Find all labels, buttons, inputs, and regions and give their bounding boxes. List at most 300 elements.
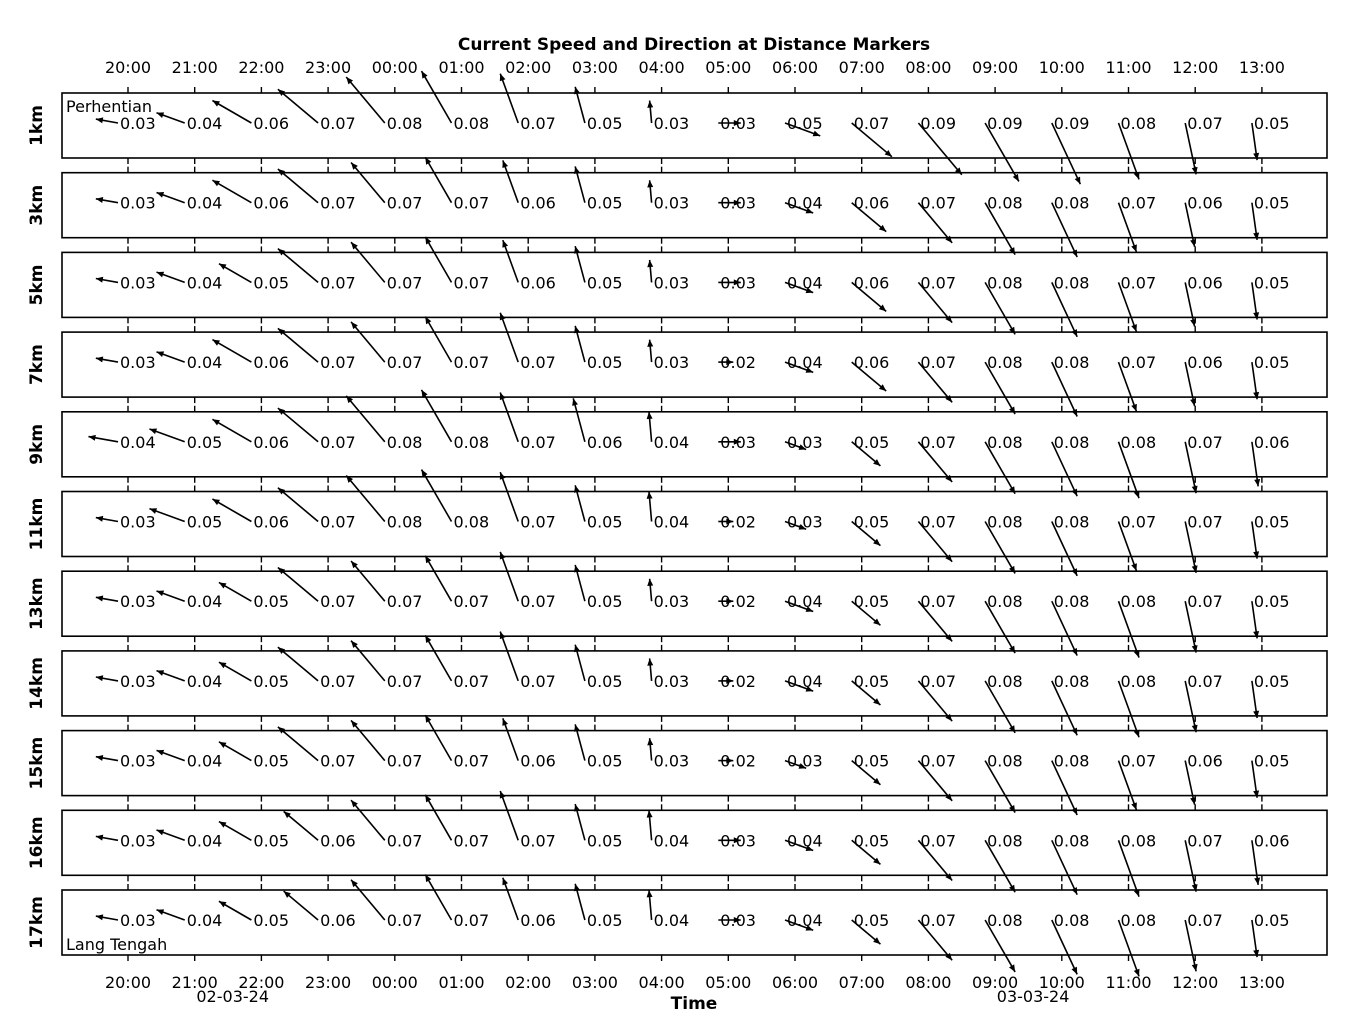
top-tick-label: 05:00 <box>705 58 752 77</box>
speed-label: 0.06 <box>1253 432 1290 452</box>
current-arrow <box>500 313 518 362</box>
bottom-tick-label: 05:00 <box>705 973 752 992</box>
current-arrow <box>219 822 251 841</box>
speed-label: 0.03 <box>787 512 823 532</box>
speed-label: 0.08 <box>987 671 1023 691</box>
bottom-tick-label: 08:00 <box>905 973 952 992</box>
row-label: 14km <box>27 657 47 710</box>
speed-label: 0.08 <box>453 114 490 133</box>
speed-label: 0.07 <box>320 273 356 293</box>
speed-label: 0.04 <box>653 512 690 532</box>
speed-label: 0.07 <box>1187 114 1223 133</box>
speed-label: 0.05 <box>1253 911 1290 930</box>
row-13km <box>27 552 1327 658</box>
top-tick-label: 03:00 <box>571 58 618 77</box>
bottom-tick-label: 20:00 <box>104 973 152 992</box>
current-arrow <box>351 800 385 840</box>
speed-label: 0.07 <box>453 273 490 293</box>
speed-label: 0.07 <box>1187 592 1223 612</box>
speed-label: 0.05 <box>253 273 290 293</box>
bottom-time-axis <box>105 973 1285 992</box>
speed-label: 0.08 <box>386 432 423 452</box>
speed-label: 0.03 <box>120 193 156 213</box>
speed-label: 0.02 <box>720 592 756 612</box>
current-arrow <box>500 552 518 601</box>
speed-label: 0.08 <box>987 432 1023 452</box>
speed-label: 0.08 <box>987 911 1023 930</box>
current-arrow <box>351 880 385 920</box>
speed-label: 0.04 <box>787 831 823 851</box>
speed-label: 0.07 <box>320 432 356 452</box>
row-label: 7km <box>27 344 47 386</box>
current-arrow <box>647 101 653 123</box>
speed-label: 0.08 <box>453 432 490 452</box>
speed-label: 0.09 <box>920 114 957 133</box>
speed-label: 0.05 <box>586 911 623 930</box>
speed-label: 0.06 <box>520 751 556 771</box>
speed-label: 0.05 <box>1253 592 1290 612</box>
speed-label: 0.05 <box>253 671 290 691</box>
current-arrow <box>96 356 118 362</box>
speed-label: 0.03 <box>720 831 756 851</box>
current-arrow <box>96 516 118 522</box>
current-arrow <box>500 74 518 123</box>
speed-label: 0.06 <box>1187 353 1223 373</box>
row-label: 17km <box>27 896 47 949</box>
speed-label: 0.08 <box>1053 512 1090 532</box>
speed-label: 0.07 <box>920 193 957 213</box>
speed-label: 0.05 <box>1253 114 1290 133</box>
speed-label: 0.07 <box>520 114 556 133</box>
speed-label: 0.04 <box>186 114 223 133</box>
speed-label: 0.06 <box>520 193 556 213</box>
speed-label: 0.03 <box>720 273 756 293</box>
speed-label: 0.07 <box>920 671 957 691</box>
speed-label: 0.07 <box>1120 751 1157 771</box>
row-3km <box>27 157 1327 257</box>
speed-label: 0.05 <box>1253 751 1290 771</box>
row-label: 9km <box>27 423 47 465</box>
speed-label: 0.08 <box>1053 751 1090 771</box>
speed-label: 0.04 <box>186 353 223 373</box>
bottom-tick-label: 10:00 <box>1038 973 1085 992</box>
speed-label: 0.07 <box>453 671 490 691</box>
top-tick-label: 13:00 <box>1238 58 1285 77</box>
speed-label: 0.09 <box>987 114 1023 133</box>
speed-label: 0.05 <box>586 831 623 851</box>
current-arrow <box>500 791 518 840</box>
speed-label: 0.02 <box>720 751 756 771</box>
speed-label: 0.06 <box>586 432 623 452</box>
speed-label: 0.03 <box>720 193 756 213</box>
current-arrow <box>96 755 118 761</box>
current-arrow <box>425 635 451 680</box>
speed-label: 0.03 <box>653 114 690 133</box>
speed-label: 0.07 <box>386 831 423 851</box>
speed-label: 0.08 <box>1053 831 1090 851</box>
row-17km <box>27 875 1327 977</box>
row-label: 16km <box>27 816 47 870</box>
date-label: 03-03-24 <box>996 987 1070 1006</box>
bottom-tick-label: 11:00 <box>1105 973 1152 992</box>
bottom-tick-label: 12:00 <box>1172 973 1219 992</box>
speed-label: 0.05 <box>853 751 890 771</box>
speed-label: 0.03 <box>653 751 690 771</box>
speed-label: 0.03 <box>120 114 156 133</box>
speed-label: 0.03 <box>653 193 690 213</box>
speed-label: 0.06 <box>1187 193 1223 213</box>
speed-label: 0.07 <box>1120 512 1157 532</box>
speed-label: 0.03 <box>120 512 156 532</box>
speed-label: 0.09 <box>1053 114 1090 133</box>
speed-label: 0.06 <box>253 432 290 452</box>
current-arrow <box>157 112 185 123</box>
speed-label: 0.07 <box>1187 512 1223 532</box>
speed-label: 0.05 <box>586 512 623 532</box>
speed-label: 0.07 <box>320 512 356 532</box>
speed-label: 0.05 <box>1253 671 1290 691</box>
speed-label: 0.07 <box>1187 671 1223 691</box>
current-arrow <box>96 914 118 920</box>
speed-label: 0.04 <box>787 353 823 373</box>
speed-label: 0.06 <box>253 353 290 373</box>
speed-label: 0.04 <box>186 671 223 691</box>
top-tick-label: 23:00 <box>305 58 352 77</box>
speed-label: 0.07 <box>920 831 957 851</box>
current-arrow <box>425 157 451 202</box>
top-time-axis <box>105 58 1285 77</box>
speed-label: 0.04 <box>186 193 223 213</box>
current-arrow <box>219 901 251 920</box>
speed-label: 0.04 <box>186 273 223 293</box>
speed-label: 0.07 <box>520 671 556 691</box>
speed-label: 0.08 <box>1053 432 1090 452</box>
speed-label: 0.06 <box>853 353 890 373</box>
current-arrow <box>96 277 118 283</box>
speed-label: 0.06 <box>1187 751 1223 771</box>
speed-label: 0.07 <box>920 353 957 373</box>
speed-label: 0.08 <box>1053 353 1090 373</box>
current-arrow <box>351 641 385 681</box>
current-arrow <box>647 579 653 601</box>
row-1km <box>27 71 1327 184</box>
speed-label: 0.07 <box>920 592 957 612</box>
speed-label: 0.07 <box>520 592 556 612</box>
current-arrow <box>647 180 653 202</box>
speed-label: 0.03 <box>120 353 156 373</box>
current-arrow <box>351 561 385 601</box>
speed-label: 0.08 <box>386 512 423 532</box>
speed-label: 0.04 <box>787 911 823 930</box>
speed-label: 0.04 <box>186 592 223 612</box>
speed-label: 0.08 <box>1120 911 1157 930</box>
speed-label: 0.04 <box>186 831 223 851</box>
bottom-tick-label: 13:00 <box>1238 973 1285 992</box>
speed-label: 0.07 <box>520 831 556 851</box>
speed-label: 0.08 <box>987 592 1023 612</box>
speed-label: 0.04 <box>120 432 156 452</box>
speed-label: 0.05 <box>253 751 290 771</box>
speed-label: 0.03 <box>787 751 823 771</box>
current-arrow <box>572 398 585 441</box>
speed-label: 0.07 <box>920 273 957 293</box>
bottom-tick-label: 06:00 <box>771 973 819 992</box>
speed-label: 0.02 <box>720 353 756 373</box>
current-arrow <box>647 412 653 442</box>
speed-label: 0.07 <box>453 193 490 213</box>
current-arrow <box>502 718 518 760</box>
speed-label: 0.03 <box>120 751 156 771</box>
speed-label: 0.05 <box>253 911 290 930</box>
speed-label: 0.05 <box>586 671 623 691</box>
speed-label: 0.07 <box>320 671 356 691</box>
current-arrow <box>157 351 185 362</box>
speed-label: 0.06 <box>253 114 290 133</box>
speed-label: 0.03 <box>653 273 690 293</box>
speed-label: 0.04 <box>653 831 690 851</box>
speed-label: 0.07 <box>453 831 490 851</box>
speed-label: 0.07 <box>320 353 356 373</box>
speed-label: 0.05 <box>586 592 623 612</box>
current-arrow <box>425 715 451 760</box>
row-label: 15km <box>27 736 47 790</box>
current-arrow <box>500 392 518 441</box>
speed-label: 0.07 <box>320 592 356 612</box>
current-arrow <box>351 162 385 202</box>
speed-label: 0.08 <box>987 751 1023 771</box>
speed-label: 0.05 <box>787 114 823 133</box>
speed-label: 0.05 <box>586 751 623 771</box>
speed-label: 0.07 <box>386 193 423 213</box>
speed-label: 0.07 <box>320 751 356 771</box>
speed-label: 0.07 <box>453 751 490 771</box>
top-tick-label: 09:00 <box>972 58 1019 77</box>
current-arrow <box>647 340 653 362</box>
speed-label: 0.08 <box>1120 432 1157 452</box>
current-arrow <box>502 878 518 920</box>
speed-label: 0.04 <box>653 432 690 452</box>
top-tick-label: 20:00 <box>104 58 152 77</box>
speed-label: 0.04 <box>186 751 223 771</box>
speed-label: 0.07 <box>1120 353 1157 373</box>
speed-label: 0.03 <box>720 114 756 133</box>
speed-label: 0.07 <box>520 353 556 373</box>
bottom-tick-label: 23:00 <box>305 973 352 992</box>
speed-label: 0.06 <box>253 193 290 213</box>
current-arrow <box>500 472 518 521</box>
current-arrow <box>157 591 185 602</box>
speed-label: 0.03 <box>120 273 156 293</box>
row-5km <box>27 237 1327 337</box>
current-arrow <box>219 582 251 601</box>
speed-label: 0.06 <box>520 911 556 930</box>
speed-label: 0.05 <box>586 353 623 373</box>
row-label: 11km <box>27 497 47 551</box>
current-arrow <box>157 750 185 761</box>
speed-label: 0.07 <box>320 114 356 133</box>
row-14km <box>27 632 1327 738</box>
current-arrow <box>88 435 118 442</box>
top-tick-label: 22:00 <box>238 58 285 77</box>
current-arrow <box>157 272 185 283</box>
speed-label: 0.05 <box>1253 512 1290 532</box>
row-label: 1km <box>27 105 47 146</box>
current-arrow <box>647 890 653 920</box>
speed-label: 0.08 <box>1120 114 1157 133</box>
speed-label: 0.06 <box>1253 831 1290 851</box>
speed-label: 0.05 <box>1253 353 1290 373</box>
speed-label: 0.07 <box>453 592 490 612</box>
top-tick-label: 10:00 <box>1038 58 1085 77</box>
current-arrow <box>219 742 251 761</box>
speed-label: 0.03 <box>720 911 756 930</box>
current-arrow <box>425 795 451 840</box>
bottom-tick-label: 03:00 <box>571 973 618 992</box>
row-11km <box>27 470 1327 576</box>
current-arrow <box>96 117 118 123</box>
speed-label: 0.03 <box>120 911 156 930</box>
top-tick-label: 11:00 <box>1105 58 1152 77</box>
speed-label: 0.04 <box>186 911 223 930</box>
current-arrow <box>647 260 653 282</box>
speed-label: 0.06 <box>853 273 890 293</box>
speed-label: 0.08 <box>987 193 1023 213</box>
top-tick-label: 01:00 <box>438 58 485 77</box>
speed-label: 0.08 <box>1120 592 1157 612</box>
speed-label: 0.05 <box>186 512 223 532</box>
x-axis-label: Time <box>670 994 718 1014</box>
speed-label: 0.08 <box>1053 911 1090 930</box>
bottom-tick-label: 07:00 <box>838 973 885 992</box>
row-label: 13km <box>27 577 47 631</box>
speed-label: 0.05 <box>853 512 890 532</box>
start-location-label: Perhentian <box>66 97 153 116</box>
current-arrow <box>219 264 251 283</box>
bottom-tick-label: 09:00 <box>972 973 1019 992</box>
date-label: 02-03-24 <box>196 987 270 1006</box>
current-arrow <box>157 670 185 681</box>
speed-label: 0.08 <box>386 114 423 133</box>
speed-label: 0.07 <box>1187 831 1223 851</box>
chart-title: Current Speed and Direction at Distance Markers <box>457 35 931 55</box>
speed-label: 0.03 <box>120 671 156 691</box>
top-tick-label: 21:00 <box>171 58 218 77</box>
speed-label: 0.04 <box>787 592 823 612</box>
speed-label: 0.07 <box>920 512 957 532</box>
speed-label: 0.08 <box>453 512 490 532</box>
current-arrow <box>219 662 251 681</box>
speed-label: 0.08 <box>1120 671 1157 691</box>
current-arrow <box>425 237 451 282</box>
top-tick-label: 04:00 <box>638 58 685 77</box>
speed-label: 0.03 <box>120 831 156 851</box>
current-arrow <box>351 720 385 760</box>
speed-label: 0.05 <box>1253 193 1290 213</box>
current-arrow <box>351 242 385 282</box>
top-tick-label: 08:00 <box>905 58 952 77</box>
speed-label: 0.07 <box>453 353 490 373</box>
row-16km <box>27 791 1327 897</box>
speed-label: 0.04 <box>787 273 823 293</box>
current-arrow <box>425 875 451 920</box>
distance-rows <box>27 71 1327 976</box>
speed-label: 0.08 <box>1053 273 1090 293</box>
speed-label: 0.05 <box>186 432 223 452</box>
speed-label: 0.05 <box>853 592 890 612</box>
speed-label: 0.08 <box>1120 831 1157 851</box>
speed-label: 0.07 <box>386 353 423 373</box>
speed-label: 0.07 <box>920 432 957 452</box>
speed-label: 0.04 <box>787 671 823 691</box>
speed-label: 0.08 <box>1053 671 1090 691</box>
current-arrow <box>502 240 518 282</box>
top-tick-label: 07:00 <box>838 58 885 77</box>
speed-label: 0.07 <box>320 193 356 213</box>
speed-label: 0.07 <box>520 432 556 452</box>
current-arrow <box>96 835 118 841</box>
current-arrow <box>96 197 118 203</box>
top-tick-label: 02:00 <box>505 58 552 77</box>
current-arrow <box>422 71 452 123</box>
speed-label: 0.07 <box>386 592 423 612</box>
current-arrow <box>647 810 653 840</box>
current-arrow <box>502 160 518 202</box>
speed-label: 0.08 <box>1053 592 1090 612</box>
speed-label: 0.04 <box>787 193 823 213</box>
speed-label: 0.05 <box>253 831 290 851</box>
row-label: 5km <box>27 264 47 306</box>
row-15km <box>27 715 1327 815</box>
bottom-tick-label: 04:00 <box>638 973 685 992</box>
speed-label: 0.03 <box>787 432 823 452</box>
speed-label: 0.05 <box>586 114 623 133</box>
speed-label: 0.06 <box>320 831 356 851</box>
current-arrow <box>96 596 118 602</box>
speed-label: 0.05 <box>853 911 890 930</box>
bottom-tick-label: 02:00 <box>505 973 552 992</box>
bottom-tick-label: 01:00 <box>438 973 485 992</box>
speed-label: 0.08 <box>1053 193 1090 213</box>
speed-label: 0.08 <box>987 831 1023 851</box>
speed-label: 0.03 <box>120 592 156 612</box>
speed-label: 0.07 <box>386 911 423 930</box>
current-arrow <box>157 909 185 920</box>
speed-label: 0.05 <box>853 671 890 691</box>
top-tick-label: 00:00 <box>371 58 418 77</box>
bottom-tick-label: 22:00 <box>238 973 285 992</box>
speed-label: 0.02 <box>720 512 756 532</box>
speed-label: 0.05 <box>853 831 890 851</box>
current-arrow <box>425 317 451 362</box>
speed-label: 0.03 <box>720 432 756 452</box>
speed-label: 0.07 <box>520 512 556 532</box>
speed-label: 0.07 <box>1187 911 1223 930</box>
speed-label: 0.06 <box>520 273 556 293</box>
speed-label: 0.05 <box>853 432 890 452</box>
speed-label: 0.07 <box>920 751 957 771</box>
speed-label: 0.07 <box>920 911 957 930</box>
speed-label: 0.07 <box>453 911 490 930</box>
top-tick-label: 06:00 <box>771 58 819 77</box>
speed-label: 0.05 <box>586 273 623 293</box>
speed-label: 0.08 <box>987 353 1023 373</box>
speed-label: 0.07 <box>386 273 423 293</box>
speed-label: 0.06 <box>253 512 290 532</box>
current-arrow <box>96 675 118 681</box>
speed-label: 0.07 <box>1120 193 1157 213</box>
current-arrow <box>500 632 518 681</box>
bottom-tick-label: 21:00 <box>171 973 218 992</box>
